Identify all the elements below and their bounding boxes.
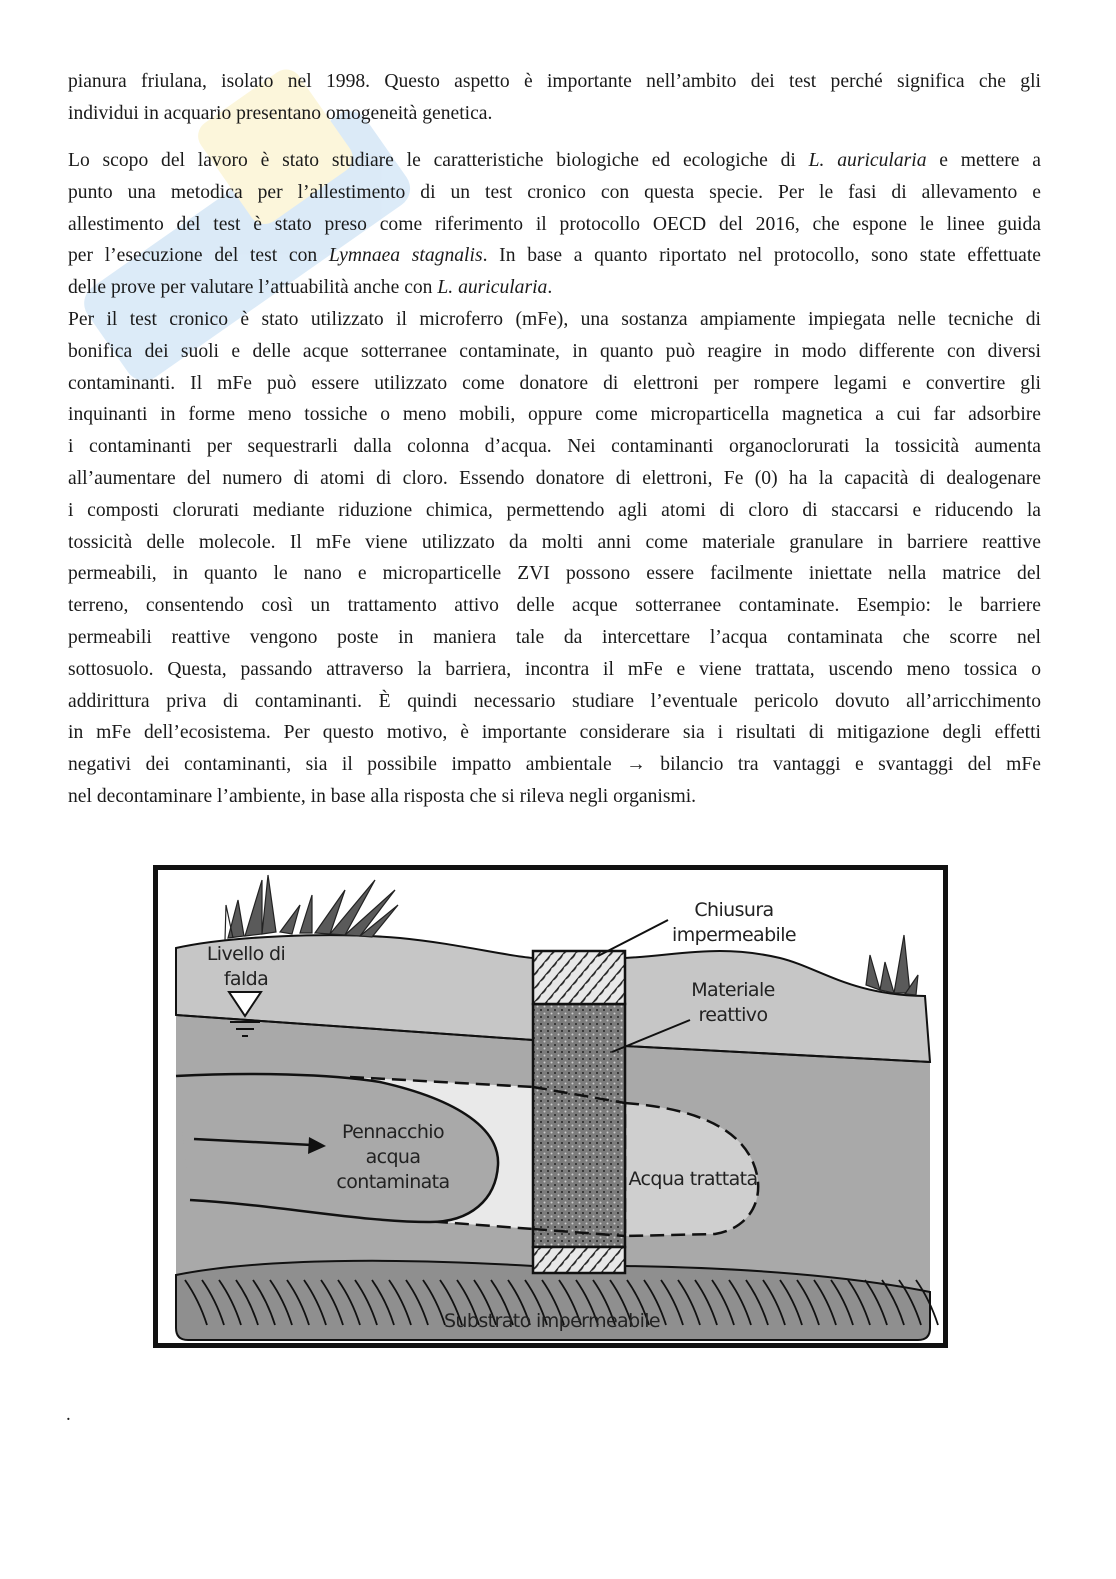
cap-label: impermeabile <box>672 924 796 946</box>
text-segment: per l’esecuzione del test con <box>68 245 329 267</box>
text-line <box>68 495 1041 527</box>
text-line <box>68 399 1041 431</box>
reactive-material-label: reattivo <box>698 1004 768 1026</box>
text-segment: i contaminanti per sequestrarli dalla colonna d’acqua. Nei contaminanti organoclorurati la tossicità aumenta <box>68 436 1041 458</box>
text-line <box>68 686 1041 718</box>
text-segment: i composti clorurati mediante riduzione chimica, permettendo agli atomi di cloro di staccarsi e riducendo la <box>68 499 1041 521</box>
text-line <box>68 527 1041 559</box>
permeable-reactive-barrier-diagram <box>153 865 948 1348</box>
text-line <box>68 781 1041 813</box>
text-line <box>68 558 1041 590</box>
substrate-label: Substrato impermeabile <box>443 1310 661 1332</box>
text-segment: delle prove per valutare l’attuabilità anche con <box>68 277 438 299</box>
trailing-dot: . <box>66 1404 71 1425</box>
cap-label: Chiusura <box>694 899 774 921</box>
text-segment: addirittura priva di contaminanti. È quindi necessario studiare l’eventuale pericolo dovuto all’arricchimento <box>68 690 1041 712</box>
plume-label: acqua <box>365 1146 421 1168</box>
impermeable-cap-top <box>533 951 625 1004</box>
text-segment: permeabili reattive vengono poste in maniera tale da intercettare l’acqua contaminata che scorre nel <box>68 627 1041 648</box>
italic-species-name: L. auricularia <box>808 150 927 171</box>
plume-label: Pennacchio <box>341 1121 445 1143</box>
text-line <box>68 240 1041 272</box>
reactive-material-label: Materiale <box>691 979 775 1001</box>
text-segment: contaminanti. Il mFe può essere utilizzato come donatore di elettroni per rompere legami e convertire gli <box>68 372 1041 394</box>
plume-label: contaminata <box>336 1171 450 1193</box>
italic-species-name: L. auricularia <box>437 277 548 299</box>
text-line <box>68 209 1041 241</box>
text-line <box>68 368 1041 400</box>
text-segment: inquinanti in forme meno tossiche o meno mobili, oppure come microparticella magnetica a cui far adsorbire <box>68 404 1041 426</box>
text-segment: Per il test cronico è stato utilizzato il microferro (mFe), una sostanza ampiamente impiegata nelle tecniche di <box>68 309 1041 330</box>
text-segment: permeabili, in quanto le nano e microparticelle ZVI possono essere facilmente iniettate nella matrice del <box>68 563 1041 585</box>
text-line <box>68 145 1041 177</box>
treated-water-label: Acqua trattata <box>628 1168 758 1190</box>
text-segment: bonifica dei suoli e delle acque sotterranee contaminate, in quanto può reagire in modo differente con diversi <box>68 340 1041 362</box>
reactive-material <box>533 1004 625 1247</box>
text-line <box>68 66 1041 98</box>
text-segment: e mettere a <box>926 150 1041 171</box>
text-segment: terreno, consentendo così un trattamento attivo delle acque sotterranee contaminate. Esempio: le barriere <box>68 595 1041 617</box>
text-line <box>68 304 1041 336</box>
text-line <box>68 98 1041 130</box>
text-line <box>68 717 1041 749</box>
text-line <box>68 749 1041 781</box>
text-segment: tossicità delle molecole. Il mFe viene utilizzato da molti anni come materiale granulare in barriere reattive <box>68 531 1041 553</box>
text-line <box>68 177 1041 209</box>
text-line <box>68 336 1041 368</box>
text-segment: pianura friulana, isolato nel 1998. Questo aspetto è importante nell’ambito dei test perché significa che gli <box>68 71 1041 92</box>
text-line <box>68 622 1041 654</box>
text-line <box>68 590 1041 622</box>
text-line <box>68 431 1041 463</box>
text-segment: punto una metodica per l’allestimento di un test cronico con questa specie. Per le fasi di allevamento e <box>68 181 1041 203</box>
water-table-label: falda <box>223 968 269 990</box>
text-segment: . <box>547 277 553 299</box>
impermeable-cap-bottom <box>533 1247 625 1273</box>
text-segment: sottosuolo. Questa, passando attraverso la barriera, incontra il mFe e viene trattata, uscendo meno tossica o <box>68 658 1041 680</box>
text-segment: negativi dei contaminanti, sia il possibile impatto ambientale → bilancio tra vantaggi e svantaggi del mFe <box>68 754 1041 776</box>
text-segment: . In base a quanto riportato nel protocollo, sono state effettuate <box>482 245 1041 267</box>
water-table-label: Livello di <box>206 943 286 965</box>
text-segment: in mFe dell’ecosistema. Per questo motivo, è importante considerare sia i risultati di mitigazione degli effetti <box>68 722 1041 744</box>
text-segment: Lo scopo del lavoro è stato studiare le caratteristiche biologiche ed ecologiche di <box>68 150 809 171</box>
text-segment: allestimento del test è stato preso come riferimento il protocollo OECD del 2016, che espone le linee guida <box>68 213 1041 235</box>
diagram-svg <box>153 865 948 1348</box>
text-segment: individui in acquario presentano omogeneità genetica. <box>68 103 493 124</box>
text-line <box>68 272 1041 304</box>
text-line <box>68 463 1041 495</box>
text-segment: all’aumentare del numero di atomi di cloro. Essendo donatore di elettroni, Fe (0) ha la capacità di dealogenare <box>68 468 1041 489</box>
text-segment: nel decontaminare l’ambiente, in base alla risposta che si rileva negli organismi. <box>68 786 697 807</box>
text-line <box>68 654 1041 686</box>
italic-species-name: Lymnaea stagnalis <box>328 245 483 267</box>
